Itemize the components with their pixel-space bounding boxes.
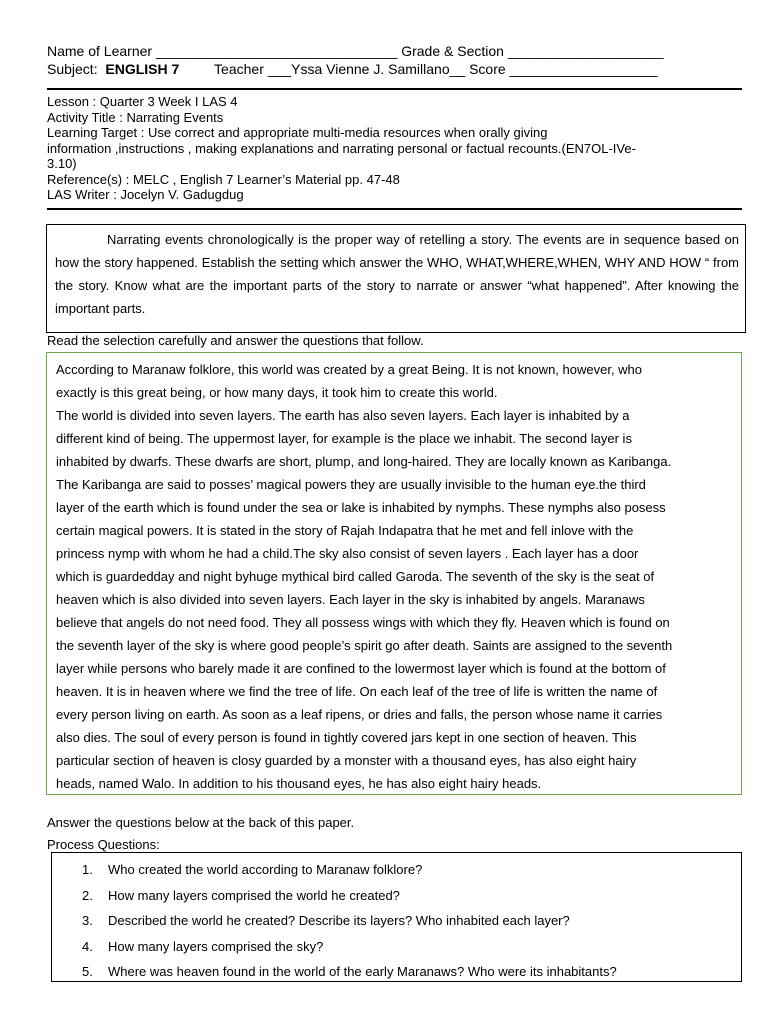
teacher-label: Teacher [214, 61, 264, 77]
question-number: 3. [82, 913, 93, 928]
answer-instruction: Answer the questions below at the back of this paper. [47, 815, 355, 830]
story-line: According to Maranaw folklore, this world was created by a great Being. It is not known, however, who [56, 362, 643, 377]
question-number: 4. [82, 938, 93, 954]
story-line: layer while persons who barely made it are confined to the lowermost layer which is found at the bottom of [56, 661, 666, 676]
story-line: every person living on earth. As soon as a leaf ripens, or dries and falls, the person whose name it carries [56, 707, 663, 722]
learning-target: Learning Target : Use correct and appropriate multi-media resources when orally giving [47, 125, 548, 140]
score-label: Score [469, 61, 506, 77]
lesson-line: Lesson : Quarter 3 Week I LAS 4 [47, 94, 238, 109]
story-line: believe that angels do not need food. They all possess wings with which they fly. Heaven which is found on [56, 615, 670, 630]
intro-box [46, 224, 746, 333]
process-questions-label: Process Questions: [47, 837, 160, 852]
question-item [82, 908, 741, 934]
story-selection [46, 352, 742, 795]
header-row-learner [47, 43, 664, 59]
activity-title: Activity Title : Narrating Events [47, 109, 224, 125]
story-line: princess nymp with whom he had a child.The sky also consist of seven layers . Each layer has a door [56, 546, 639, 561]
question-number: 2. [82, 887, 93, 903]
question-text: Where was heaven found in the world of the early Maranaws? Who were its inhabitants? [108, 964, 617, 979]
question-item [82, 883, 741, 909]
story-line: The Karibanga are said to posses’ magical powers they are usually invisible to the human eye.the third [56, 477, 646, 492]
subject-label: Subject: [47, 61, 98, 77]
story-line: particular section of heaven is closy guarded by a monster with a thousand eyes, has also eight hairy [56, 753, 637, 768]
story-line: heaven. It is in heaven where we find the tree of life. On each leaf of the tree of life is written the name of [56, 684, 658, 699]
question-item [82, 857, 741, 883]
story-line: different kind of being. The uppermost layer, for example is the place we inhabit. The second layer is [56, 431, 632, 446]
story-line: heads, named Walo. In addition to his thousand eyes, he has also eight hairy heads. [56, 776, 542, 791]
story-line: heaven which is also divided into seven layers. Each layer in the sky is inhabited by angels. Maranaws [56, 592, 645, 607]
grade-field[interactable]: ____________________ [507, 43, 664, 59]
grade-label: Grade & Section [401, 43, 504, 59]
header-row-subject [47, 61, 657, 77]
teacher-value: ___Yssa Vienne J. Samillano__ [267, 61, 466, 77]
story-line: certain magical powers. It is stated in the story of Rajah Indapatra that he met and fell inlove with the [56, 523, 634, 538]
question-item [82, 959, 741, 985]
read-instruction: Read the selection carefully and answer the questions that follow. [47, 333, 424, 348]
question-item [82, 934, 741, 960]
story-line: exactly is this great being, or how many days, it took him to create this world. [56, 385, 498, 400]
story-line: the seventh layer of the sky is where good people’s spirit go after death. Saints are assigned to the seventh [56, 638, 673, 653]
score-field[interactable]: ___________________ [509, 61, 658, 77]
references: Reference(s) : MELC , English 7 Learner’s Material pp. 47-48 [47, 171, 400, 187]
question-text: How many layers comprised the sky? [108, 938, 324, 954]
questions-box [51, 852, 742, 982]
question-text: Who created the world according to Maranaw folklore? [108, 862, 423, 877]
name-label: Name of Learner [47, 43, 153, 59]
las-writer: LAS Writer : Jocelyn V. Gadugdug [47, 187, 244, 202]
story-line: The world is divided into seven layers. The earth has also seven layers. Each layer is inhabited by a [56, 408, 630, 423]
intro-text: Narrating events chronologically is the proper way of retelling a story. The events are in sequence based on how the story happened. Establish the setting which answer the WHO, WHAT,WHERE,WHEN, WHY AND HOW “ from the story. Know what are the important parts of the story to narrate or answer “what happened”. After knowing the important parts. [55, 232, 739, 316]
question-text: Described the world he created? Describe its layers? Who inhabited each layer? [108, 913, 570, 928]
story-line: also dies. The soul of every person is found in tightly covered jars kept in one section of heaven. This [56, 730, 637, 745]
name-field[interactable]: _______________________________ [155, 43, 398, 59]
subject-value: ENGLISH 7 [105, 61, 180, 77]
lesson-info [47, 94, 707, 203]
learning-target-cont: information ,instructions , making explanations and narrating personal or factual recounts.(EN7OL-IVe- [47, 140, 636, 156]
header-divider [47, 88, 742, 90]
story-line: inhabited by dwarfs. These dwarfs are short, plump, and long-haired. They are locally known as Karibanga. [56, 454, 672, 469]
story-line: which is guardedday and night byhuge mythical bird called Garoda. The seventh of the sky is the seat of [56, 569, 655, 584]
question-number: 1. [82, 862, 93, 877]
learning-target-code: 3.10) [47, 156, 77, 171]
lesson-divider [47, 208, 742, 210]
question-text: How many layers comprised the world he created? [108, 887, 400, 903]
story-line: layer of the earth which is found under the sea or lake is inhabited by nymphs. These nymphs also posess [56, 500, 666, 515]
question-number: 5. [82, 964, 93, 979]
